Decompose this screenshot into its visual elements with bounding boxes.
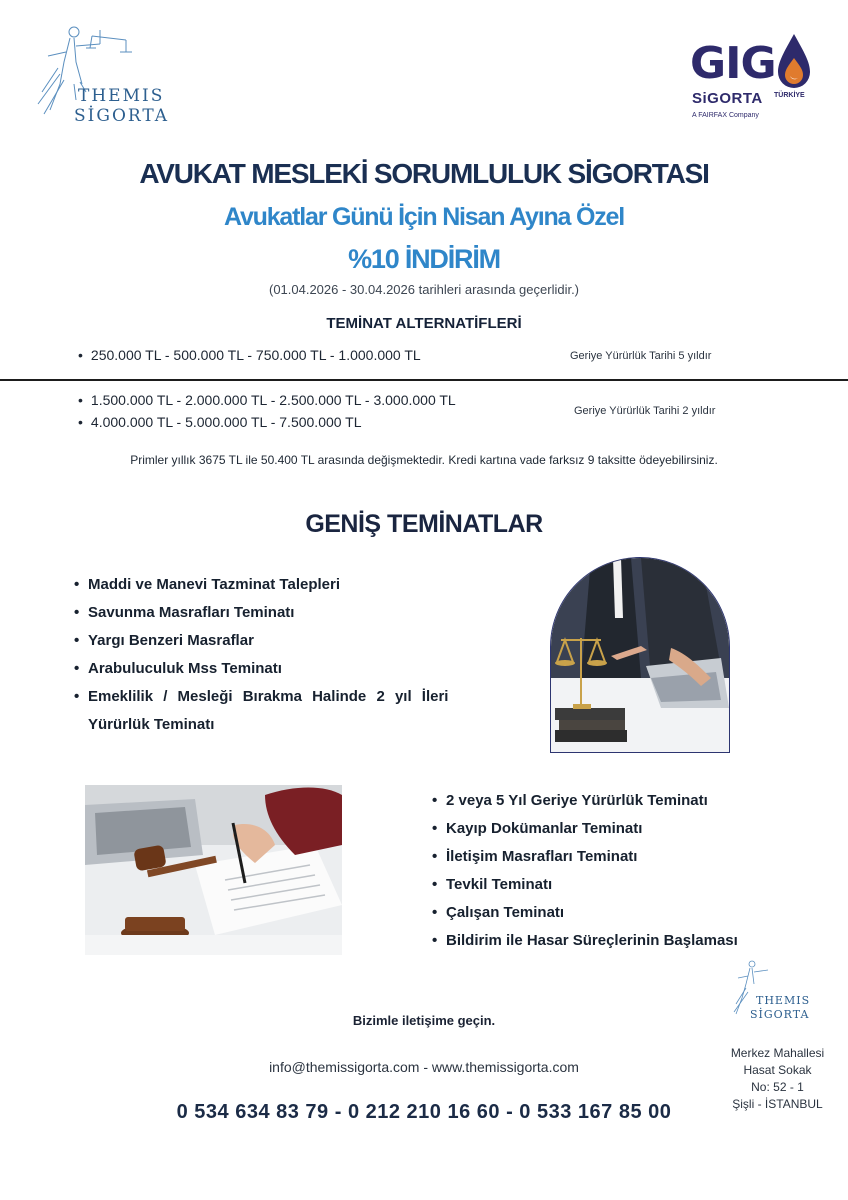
gig-sigorta-logo	[688, 28, 818, 123]
retro-note-2y: Geriye Yürürlük Tarihi 2 yıldır	[574, 405, 716, 417]
gig-logo-country: TÜRKİYE	[774, 92, 805, 99]
scales-laptop-illustration	[551, 558, 730, 753]
gavel-signing-photo	[85, 785, 342, 955]
coverage-item: • 2 veya 5 Yıl Geriye Yürürlük Teminatı	[432, 792, 708, 809]
gig-drop-icon	[776, 32, 812, 88]
small-logo-line2: SİGORTA	[750, 1008, 810, 1021]
themis-logo-line1: THEMIS	[78, 86, 165, 106]
themis-sigorta-logo	[30, 22, 190, 126]
gig-logo-name: GIG	[690, 38, 776, 89]
premium-info: Primler yıllık 3675 TL ile 50.400 TL arasında değişmektedir. Kredi kartına vade farksız 9 taksitte ödeyebilirsiniz.	[130, 453, 718, 467]
discount-heading: %10 İNDİRİM	[348, 244, 500, 274]
alternative-item: • 250.000 TL - 500.000 TL - 750.000 TL - 1.000.000 TL	[78, 347, 421, 363]
page-title: AVUKAT MESLEKİ SORUMLULUK SİGORTASI	[139, 158, 709, 189]
coverage-item: • Emeklilik / Mesleği Bırakma Halinde 2 yıl İleri	[74, 688, 449, 705]
gavel-document-illustration	[85, 785, 342, 955]
coverage-item: • Bildirim ile Hasar Süreçlerinin Başlaması	[432, 932, 738, 949]
coverage-item: • İletişim Masrafları Teminatı	[432, 848, 638, 865]
gig-logo-tagline: A FAIRFAX Company	[692, 112, 759, 119]
coverage-item: • Çalışan Teminatı	[432, 904, 565, 921]
small-logo-line1: THEMIS	[756, 994, 811, 1007]
address-line: No: 52 - 1	[751, 1080, 804, 1094]
address-line: Şişli - İSTANBUL	[732, 1097, 823, 1111]
coverage-title: GENİŞ TEMİNATLAR	[305, 510, 543, 538]
gig-logo-sub: SiGORTA	[692, 90, 763, 107]
coverage-item: • Arabuluculuk Mss Teminatı	[74, 660, 282, 677]
retro-note-5y: Geriye Yürürlük Tarihi 5 yıldır	[570, 350, 712, 362]
coverage-item-continued: Yürürlük Teminatı	[88, 716, 215, 733]
coverage-item: • Yargı Benzeri Masraflar	[74, 632, 254, 649]
coverage-item: • Tevkil Teminatı	[432, 876, 553, 893]
divider	[0, 379, 848, 381]
coverage-item: • Savunma Masrafları Teminatı	[74, 604, 295, 621]
coverage-item: • Maddi ve Manevi Tazminat Talepleri	[74, 576, 341, 593]
address-line: Merkez Mahallesi	[730, 1046, 825, 1060]
contact-phones[interactable]: 0 534 634 83 79 - 0 212 210 16 60 - 0 533 167 85 00	[176, 1101, 672, 1123]
alternatives-title: TEMİNAT ALTERNATİFLERİ	[326, 315, 522, 332]
lawyers-meeting-photo	[550, 557, 730, 753]
contact-email-web[interactable]: info@themissigorta.com - www.themissigorta.com	[269, 1059, 579, 1075]
alternative-item: • 1.500.000 TL - 2.000.000 TL - 2.500.000 TL - 3.000.000 TL	[78, 392, 456, 408]
page-subtitle: Avukatlar Günü İçin Nisan Ayına Özel	[224, 203, 624, 231]
validity-note: (01.04.2026 - 30.04.2026 tarihleri arasında geçerlidir.)	[268, 282, 580, 297]
coverage-item: • Kayıp Dokümanlar Teminatı	[432, 820, 643, 837]
alternative-item: • 4.000.000 TL - 5.000.000 TL - 7.500.000 TL	[78, 414, 362, 430]
address-line: Hasat Sokak	[743, 1063, 812, 1077]
contact-heading: Bizimle iletişime geçin.	[352, 1013, 496, 1028]
themis-logo-line2: SİGORTA	[74, 106, 170, 126]
